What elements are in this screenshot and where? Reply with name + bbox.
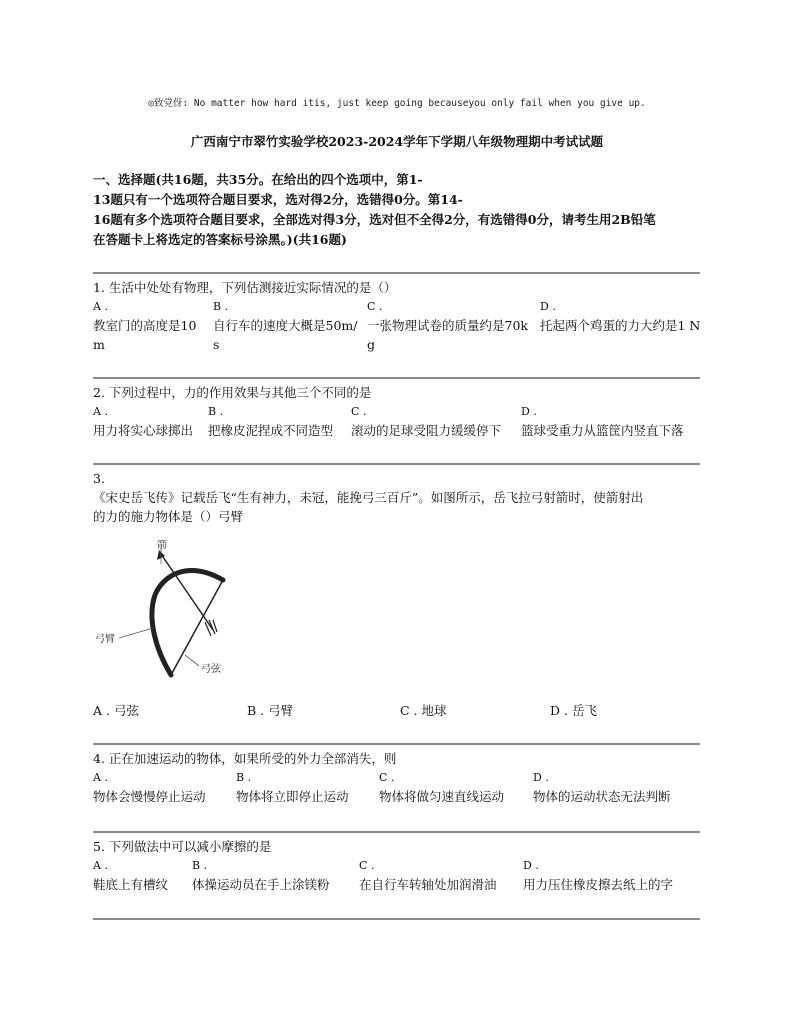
question-stem: 《宋史岳飞传》记载岳飞“生有神力，未冠，能挽弓三百斤”。如图所示，岳飞拉弓射箭时，使箭射出 — [93, 490, 644, 505]
option-a[interactable] — [93, 768, 206, 806]
option-letter: B . — [247, 703, 265, 718]
option-text: 岳飞 — [571, 703, 597, 718]
question-3 — [93, 469, 703, 526]
option-text: 用力压住橡皮擦去纸上的字 — [523, 877, 674, 892]
question-stem: 5. 下列做法中可以减小摩擦的是 — [93, 839, 272, 854]
option-text: 篮球受重力从篮筐内竖直下落 — [521, 423, 684, 438]
option-text: 物体将立即停止运动 — [236, 789, 349, 804]
option-letter: D . — [540, 300, 556, 313]
option-letter: A . — [93, 771, 108, 784]
option-text: 体操运动员在手上涂镁粉 — [192, 877, 330, 892]
option-letter: A . — [93, 703, 110, 718]
option-text: 弓弦 — [113, 703, 139, 718]
option-c[interactable] — [379, 768, 504, 806]
option-text: 弓臂 — [268, 703, 294, 718]
question-5 — [93, 837, 703, 896]
option-text: 一张物理试卷的质量约是70k g — [367, 318, 528, 352]
option-text: 滚动的足球受阻力缓缓停下 — [351, 423, 502, 438]
option-a[interactable] — [93, 402, 193, 440]
bow-figure — [93, 540, 243, 685]
divider — [93, 743, 700, 745]
arrow-shape — [161, 554, 213, 630]
option-text: 物体将做匀速直线运动 — [379, 789, 505, 804]
question-stem: 4. 正在加速运动的物体，如果所受的外力全部消失，则 — [93, 751, 397, 766]
option-letter: C . — [400, 703, 418, 718]
option-letter: A . — [93, 859, 108, 872]
option-letter: B . — [236, 771, 252, 784]
instruction-line: 一、选择题(共16题，共35分。在给出的四个选项中，第1- — [93, 172, 423, 187]
option-c[interactable] — [400, 701, 447, 719]
option-text: 教室门的高度是10 m — [93, 318, 197, 352]
option-letter: B . — [213, 300, 229, 313]
option-text: 托起两个鸡蛋的力大约是1 N — [540, 318, 701, 333]
option-c[interactable] — [359, 856, 497, 894]
option-letter: D . — [521, 405, 537, 418]
question-stem: 的力的施力物体是（）弓臂 — [93, 509, 244, 524]
option-c[interactable] — [351, 402, 501, 440]
option-b[interactable] — [247, 701, 293, 719]
option-letter: D . — [533, 771, 549, 784]
figure-label-arm: 弓臂 — [95, 634, 115, 645]
option-a[interactable] — [93, 856, 168, 894]
question-1 — [93, 278, 703, 357]
question-number: 3. — [93, 471, 105, 486]
option-text: 用力将实心球掷出 — [93, 423, 194, 438]
divider — [93, 272, 700, 274]
option-text: 鞋底上有槽纹 — [93, 877, 169, 892]
option-letter: D . — [523, 859, 539, 872]
option-text: 自行车的速度大概是50m/ s — [213, 318, 358, 352]
exam-title: 广西南宁市翠竹实验学校2023-2024学年下学期八年级物理期中考试试题 — [190, 134, 604, 149]
question-2 — [93, 383, 703, 442]
option-letter: C . — [359, 859, 375, 872]
option-letter: C . — [379, 771, 395, 784]
option-a[interactable] — [93, 701, 139, 719]
option-text: 物体的运动状态无法判断 — [533, 789, 671, 804]
instruction-line: 在答题卡上将选定的答案标号涂黑。)(共16题) — [93, 232, 347, 247]
option-text: 地球 — [421, 703, 447, 718]
option-letter: D . — [550, 703, 568, 718]
option-a[interactable] — [93, 297, 208, 354]
option-text: 物体会慢慢停止运动 — [93, 789, 206, 804]
option-b[interactable] — [192, 856, 330, 894]
option-d[interactable] — [550, 701, 597, 719]
instruction-line: 16题有多个选项符合题目要求，全部选对得3分，选对但不全得2分，有选错得0分，请考生用2B铅笔 — [93, 212, 656, 227]
option-d[interactable] — [540, 297, 703, 335]
section-instructions — [93, 170, 703, 250]
option-letter: A . — [93, 300, 108, 313]
option-d[interactable] — [521, 402, 684, 440]
divider — [93, 831, 700, 833]
option-letter: A . — [93, 405, 108, 418]
option-b[interactable] — [208, 402, 333, 440]
divider — [93, 918, 700, 920]
option-c[interactable] — [367, 297, 539, 354]
bow-arm-shape — [152, 571, 223, 675]
question-4 — [93, 749, 703, 808]
question-stem: 2. 下列过程中，力的作用效果与其他三个不同的是 — [93, 385, 372, 400]
question-stem: 1. 生活中处处有物理，下列估测接近实际情况的是（） — [93, 280, 397, 295]
motto-header: ◎致党伢: No matter how hard itis, just keep going becauseyou only fail when you give up. — [148, 98, 646, 109]
option-text: 把橡皮泥捏成不同造型 — [208, 423, 334, 438]
divider — [93, 463, 700, 465]
option-b[interactable] — [213, 297, 363, 354]
option-letter: B . — [192, 859, 208, 872]
option-d[interactable] — [533, 768, 671, 806]
figure-label-string: 弓弦 — [201, 664, 221, 675]
option-letter: B . — [208, 405, 224, 418]
instruction-line: 13题只有一个选项符合题目要求，选对得2分，选错得0分。第14- — [93, 192, 463, 207]
option-d[interactable] — [523, 856, 673, 894]
option-letter: C . — [351, 405, 367, 418]
option-text: 在自行车转轴处加润滑油 — [359, 877, 497, 892]
option-letter: C . — [367, 300, 383, 313]
option-b[interactable] — [236, 768, 349, 806]
divider — [93, 377, 700, 379]
figure-label-arrow: 箭 — [157, 540, 167, 551]
